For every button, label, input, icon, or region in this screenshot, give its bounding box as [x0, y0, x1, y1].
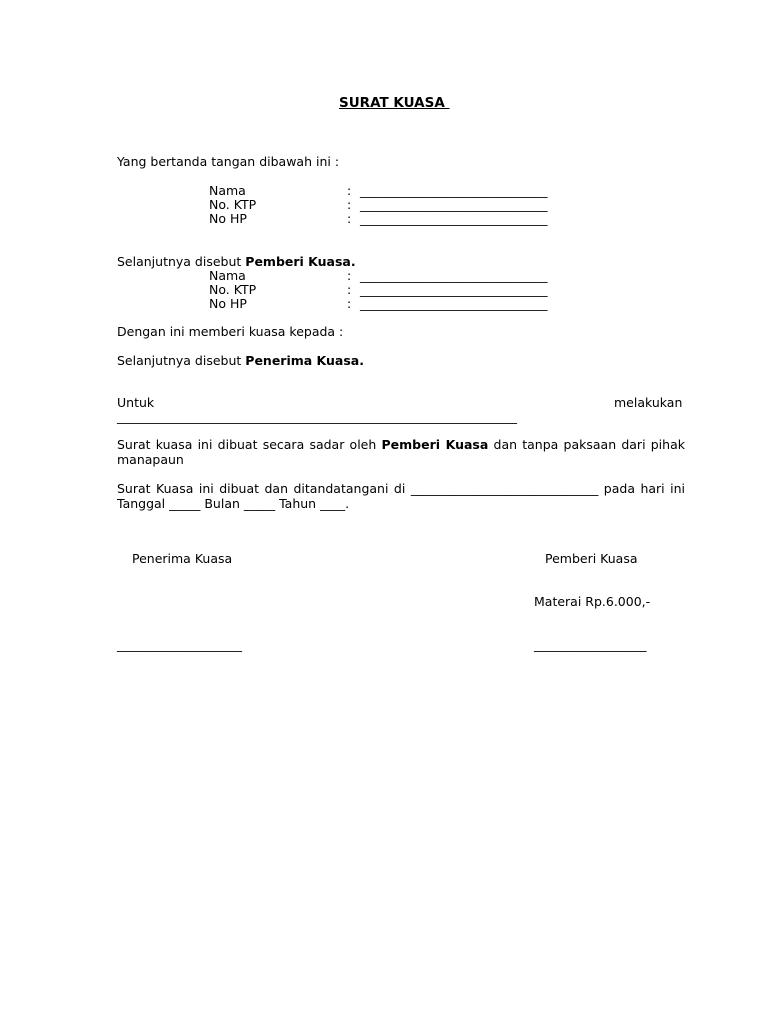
sadar-text-2: dan tanpa paksaan dari pihak manapaun: [117, 437, 685, 467]
document-title: SURAT KUASA: [339, 95, 450, 111]
melakukan-label: melakukan: [614, 395, 683, 410]
field-blank: ______________________________: [360, 183, 548, 198]
penerima-bold: Penerima Kuasa.: [245, 353, 364, 368]
field-label: Nama: [209, 268, 246, 283]
field-blank: ______________________________: [360, 296, 548, 311]
materai-label: Materai Rp.6.000,-: [534, 594, 651, 609]
field-blank: ______________________________: [360, 268, 548, 283]
field-colon: :: [347, 296, 352, 311]
intro-text: Yang bertanda tangan dibawah ini :: [117, 154, 340, 169]
field-row-hp-2: [0, 297, 768, 312]
field-colon: :: [347, 183, 352, 198]
penerima-sign-label: Penerima Kuasa: [132, 551, 233, 566]
field-colon: :: [347, 197, 352, 212]
penerima-intro: Selanjutnya disebut: [117, 353, 246, 368]
sadar-text-1: Surat kuasa ini dibuat secara sadar oleh: [117, 437, 382, 452]
field-colon: :: [347, 211, 352, 226]
sadar-paragraph: [117, 438, 685, 467]
sign-line-left: ____________________: [117, 637, 242, 652]
field-label: No. KTP: [209, 282, 257, 297]
pemberi-bold: Pemberi Kuasa.: [245, 254, 356, 269]
untuk-label: Untuk: [117, 395, 155, 410]
field-label: Nama: [209, 183, 246, 198]
ditandatangani-blank: ______________________________: [410, 481, 599, 496]
field-blank: ______________________________: [360, 282, 548, 297]
field-colon: :: [347, 268, 352, 283]
field-colon: :: [347, 282, 352, 297]
field-label: No HP: [209, 296, 247, 311]
ditandatangani-text-1: Surat Kuasa ini dibuat dan ditandatangani di: [117, 481, 411, 496]
field-label: No HP: [209, 211, 247, 226]
penerima-kuasa-line: [117, 354, 364, 369]
untuk-blank: ________________________________________________________________: [117, 409, 517, 424]
field-row-hp: [0, 212, 768, 227]
ditandatangani-text-2: pada hari ini Tanggal _____ Bulan _____ Tahun ____.: [117, 481, 685, 511]
sign-line-right: __________________: [534, 637, 647, 652]
pemberi-sign-label: Pemberi Kuasa: [545, 551, 638, 566]
pemberi-intro: Selanjutnya disebut: [117, 254, 246, 269]
sadar-bold: Pemberi Kuasa: [381, 437, 489, 452]
field-label: No. KTP: [209, 197, 257, 212]
ditandatangani-paragraph: [117, 482, 685, 511]
field-blank: ______________________________: [360, 211, 548, 226]
field-blank: ______________________________: [360, 197, 548, 212]
memberi-kuasa-text: Dengan ini memberi kuasa kepada :: [117, 324, 344, 339]
